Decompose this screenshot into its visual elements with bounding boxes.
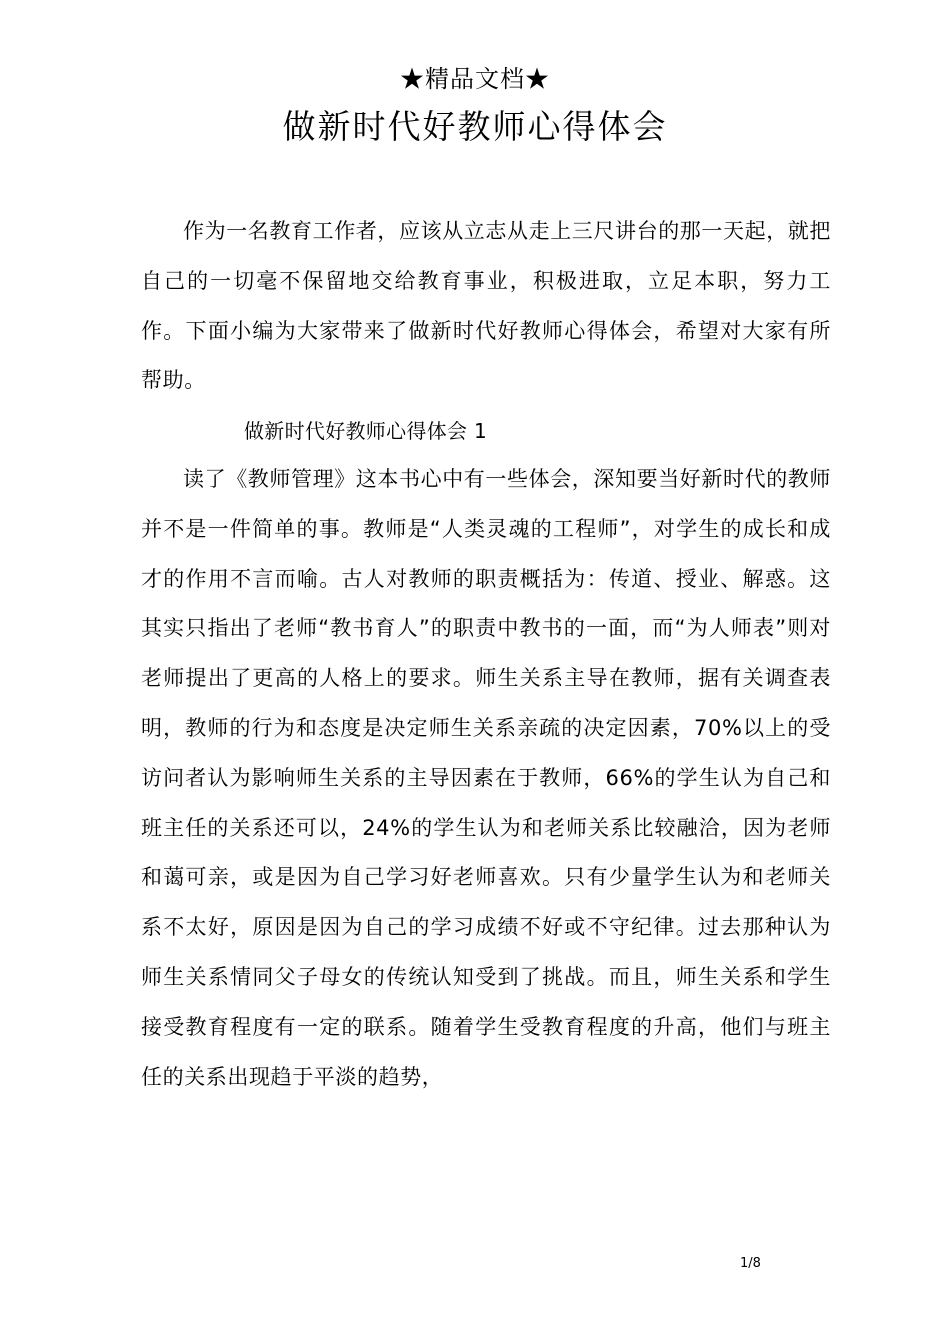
section-heading: 做新时代好教师心得体会 1 [244, 419, 487, 443]
document-title: 做新时代好教师心得体会 [282, 107, 668, 146]
intro-paragraph: 作为一名教育工作者，应该从立志从走上三尺讲台的那一天起，就把自己的一切毫不保留地交给教育事业，积极进取，立足本职，努力工作。下面小编为大家带来了做新时代好教师心得体会，希望对大家有所帮助。 [141, 219, 831, 393]
page-number: 1/8 [740, 1256, 761, 1271]
quality-mark: ★精品文档★ [400, 65, 550, 93]
section-paragraph: 读了《教师管理》这本书心中有一些体会，深知要当好新时代的教师并不是一件简单的事。教师是“人类灵魂的工程师”，对学生的成长和成才的作用不言而喻。古人对教师的职责概括为：传道、授业、解惑。这其实只指出了老师“教书育人”的职责中教书的一面，而“为人师表”则对老师提出了更高的人格上的要求。师生关系主导在教师，据有关调查表明，教师的行为和态度是决定师生关系亲疏的决定因素，70%以上的受访问者认为影响师生关系的主导因素在于教师，66%的学生认为自己和班主任的关系还可以，24%的学生认为和老师关系比较融洽，因为老师和蔼可亲，或是因为自己学习好老师喜欢。只有少量学生认为和老师关系不太好，原因是因为自己的学习成绩不好或不守纪律。过去那种认为师生关系情同父子母女的传统认知受到了挑战。而且，师生关系和学生接受教育程度有一定的联系。随着学生受教育程度的升高，他们与班主任的关系出现趋于平淡的趋势， [141, 467, 831, 1089]
